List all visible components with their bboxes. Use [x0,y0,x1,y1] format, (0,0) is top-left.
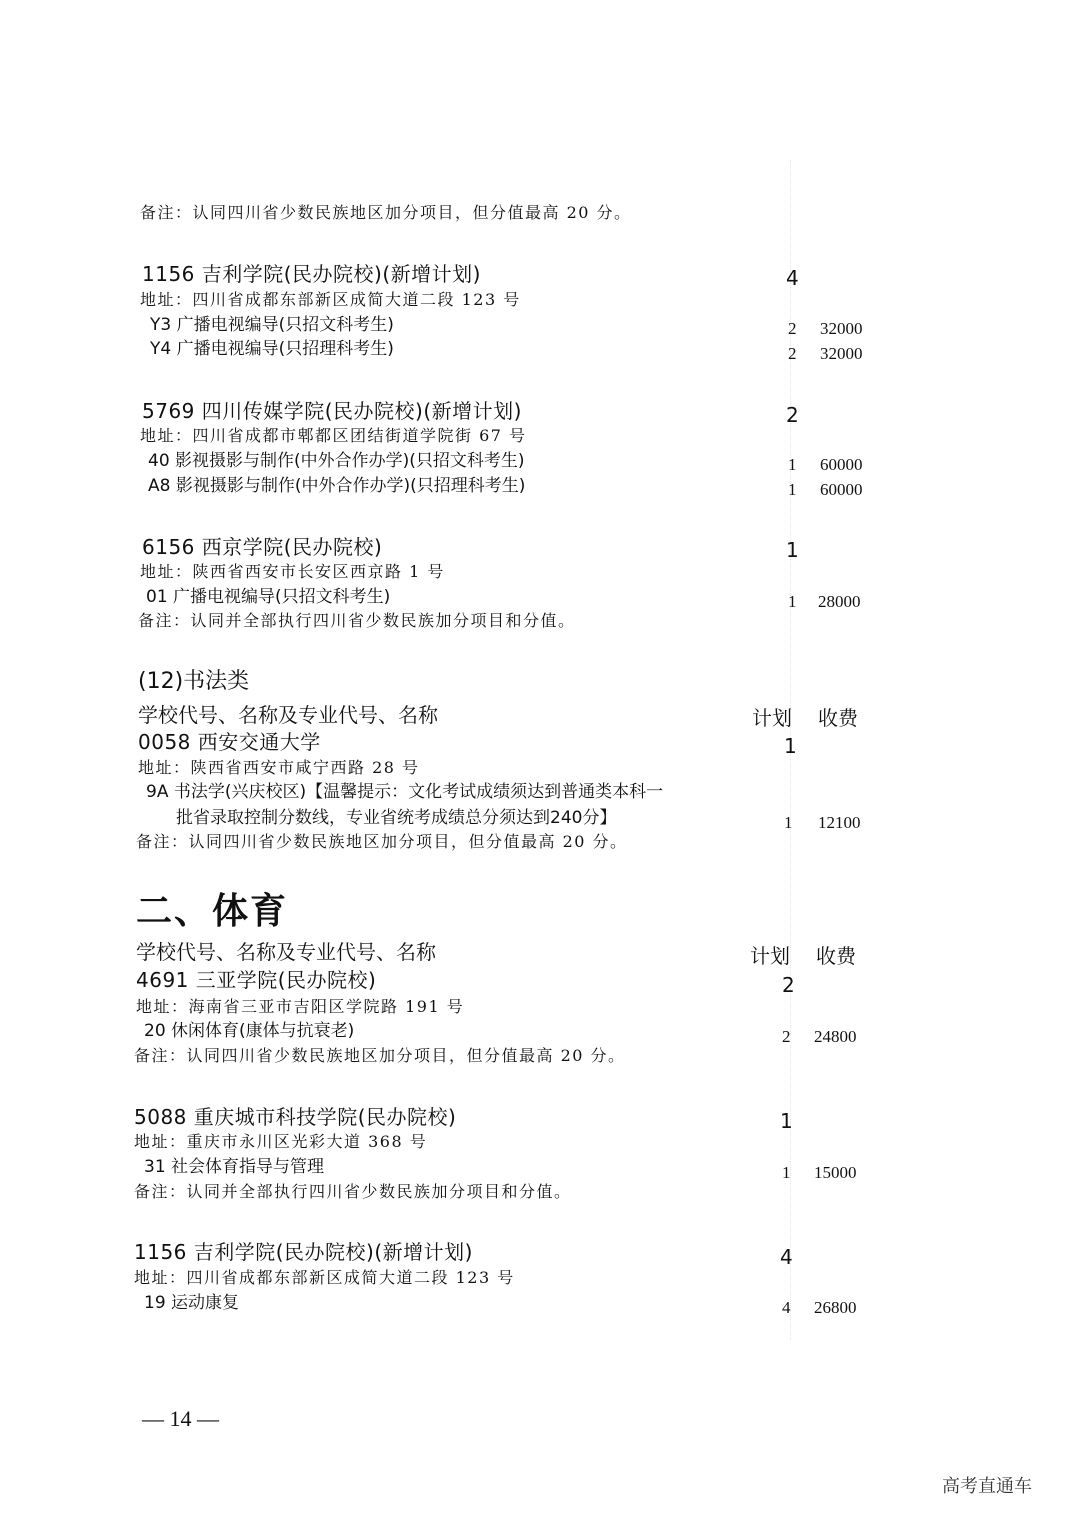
page-number: — 14 — [142,1406,219,1431]
column-header-fee: 收费 [818,706,858,730]
major-plan: 1 [788,455,797,474]
major-name: 20 休闲体育(康体与抗衰老) [144,1021,355,1041]
school-address: 地址：重庆市永川区光彩大道 368 号 [134,1132,428,1151]
school-title: 0058 西安交通大学 [138,730,321,754]
major-name: 40 影视摄影与制作(中外合作办学)(只招文科考生) [148,451,525,471]
major-fee: 15000 [814,1163,857,1182]
school-plan: 1 [784,734,798,758]
major-fee: 26800 [814,1298,857,1317]
major-plan: 2 [788,319,797,338]
major-name: Y3 广播电视编导(只招文科考生) [150,315,394,335]
school-note: 备注：认同并全部执行四川省少数民族加分项目和分值。 [134,1182,572,1201]
school-plan: 2 [782,973,796,997]
major-name: 01 广播电视编导(只招文科考生) [146,587,391,607]
school-plan: 4 [786,266,800,290]
school-address: 地址：陕西省西安市咸宁西路 28 号 [138,758,420,777]
major-plan: 1 [784,813,793,832]
school-address: 地址：海南省三亚市吉阳区学院路 191 号 [136,997,465,1016]
major-name-line-2: 批省录取控制分数线，专业省统考成绩总分须达到240分】 [176,808,617,828]
major-fee: 60000 [820,455,863,474]
major-plan: 4 [782,1298,791,1317]
top-note: 备注：认同四川省少数民族地区加分项目，但分值最高 20 分。 [140,203,632,222]
school-title: 1156 吉利学院(民办院校)(新增计划) [134,1240,473,1264]
school-title: 1156 吉利学院(民办院校)(新增计划) [142,262,481,286]
school-address: 地址：四川省成都东部新区成简大道二段 123 号 [134,1268,515,1287]
school-title: 5769 四川传媒学院(民办院校)(新增计划) [142,399,522,423]
major-name: Y4 广播电视编导(只招理科考生) [150,339,394,359]
column-header-plan: 计划 [752,706,792,730]
school-title: 5088 重庆城市科技学院(民办院校) [134,1105,457,1129]
major-fee: 28000 [818,592,861,611]
school-plan: 1 [786,538,800,562]
school-plan: 2 [786,403,800,427]
major-plan: 1 [788,592,797,611]
school-note: 备注：认同四川省少数民族地区加分项目，但分值最高 20 分。 [134,1046,626,1065]
major-fee: 32000 [820,319,863,338]
school-note: 备注：认同并全部执行四川省少数民族加分项目和分值。 [138,611,576,630]
major-plan: 1 [788,480,797,499]
school-address: 地址：四川省成都东部新区成简大道二段 123 号 [140,290,521,309]
school-title: 6156 西京学院(民办院校) [142,535,383,559]
major-fee: 24800 [814,1027,857,1046]
major-plan: 1 [782,1163,791,1182]
major-fee: 32000 [820,344,863,363]
column-header-name: 学校代号、名称及专业代号、名称 [136,940,436,964]
major-name: 19 运动康复 [144,1293,240,1313]
school-address: 地址：四川省成都市郫都区团结街道学院街 67 号 [140,426,527,445]
watermark: 高考直通车 [942,1476,1032,1497]
major-name: A8 影视摄影与制作(中外合作办学)(只招理科考生) [148,476,526,496]
column-header-name: 学校代号、名称及专业代号、名称 [138,703,438,727]
major-plan: 2 [782,1027,791,1046]
column-header-fee: 收费 [816,944,856,968]
column-header-plan: 计划 [750,944,790,968]
school-title: 4691 三亚学院(民办院校) [136,968,377,992]
category-title: (12)书法类 [138,669,250,694]
major-fee: 12100 [818,813,861,832]
major-name-line-1: 9A 书法学(兴庆校区)【温馨提示：文化考试成绩须达到普通类本科一 [146,782,664,802]
major-name: 31 社会体育指导与管理 [144,1157,325,1177]
major-plan: 2 [788,344,797,363]
school-note: 备注：认同四川省少数民族地区加分项目，但分值最高 20 分。 [136,832,628,851]
major-fee: 60000 [820,480,863,499]
school-plan: 4 [780,1245,794,1269]
school-address: 地址：陕西省西安市长安区西京路 1 号 [140,562,445,581]
section-title: 二、体育 [136,891,289,932]
school-plan: 1 [780,1109,794,1133]
